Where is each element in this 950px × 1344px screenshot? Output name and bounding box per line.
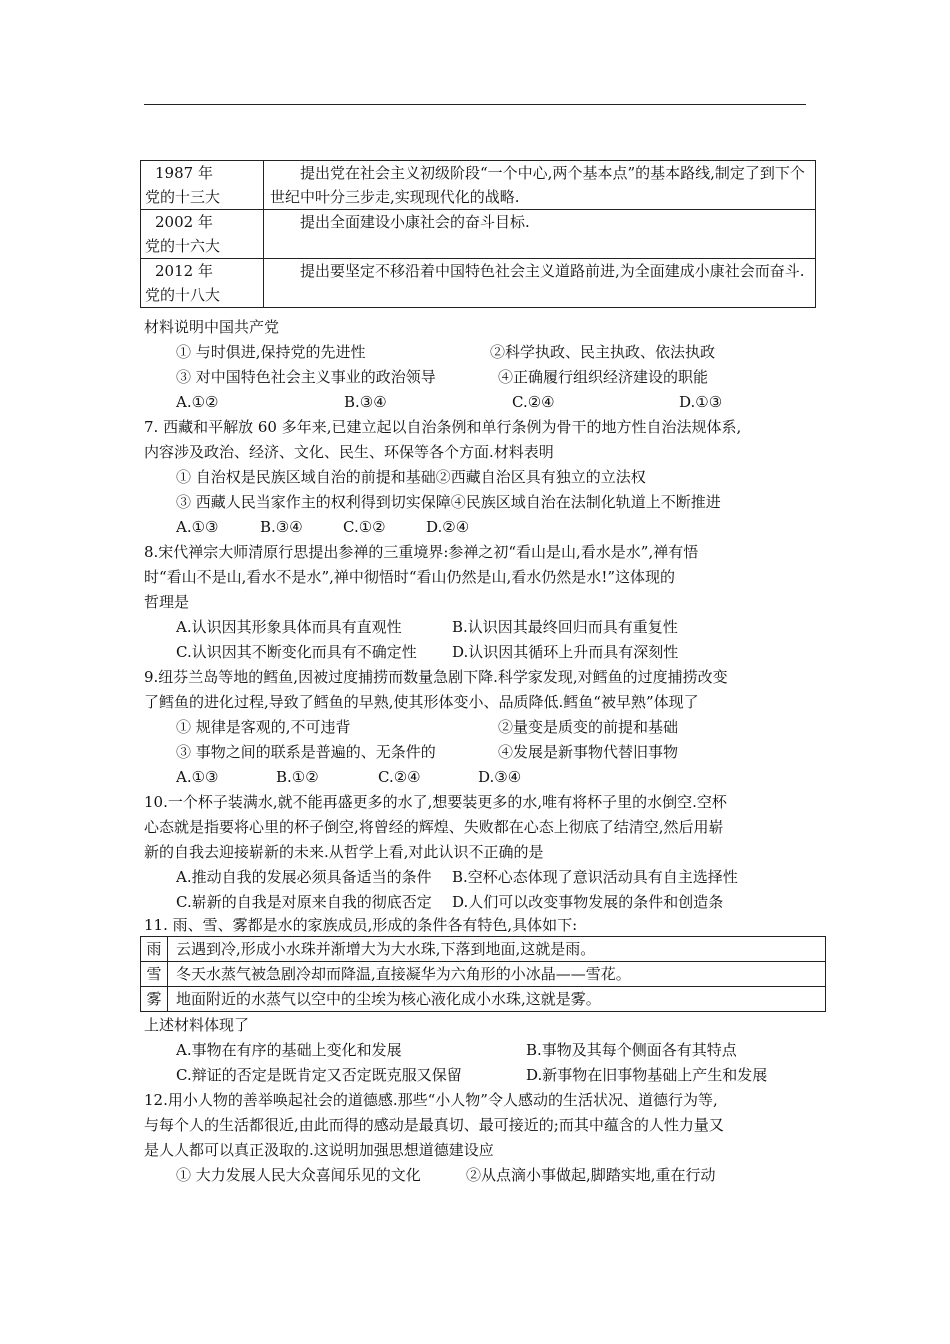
question-8: 8.宋代禅宗大师清原行思提出参禅的三重境界:参禅之初“看山是山,看水是水”,禅有悟 (144, 543, 699, 561)
content-cell: 提出党在社会主义初级阶段“一个中心,两个基本点”的基本路线,制定了到下个世纪中叶分三步走,实现现代化的战略. (264, 161, 816, 210)
weather-key: 雨 (141, 937, 168, 962)
option-line: ④正确履行组织经济建设的职能 (498, 368, 709, 386)
option-line: ②科学执政、民主执政、依法执政 (490, 343, 716, 361)
answer-choice: C.崭新的自我是对原来自我的彻底否定 (176, 893, 432, 911)
text-line: 材料说明中国共产党 (144, 318, 280, 336)
table-row (141, 937, 826, 962)
text-line: 哲理是 (144, 593, 190, 611)
option-line: ① 规律是客观的,不可违背 (176, 718, 351, 736)
text-line: 上述材料体现了 (144, 1016, 250, 1034)
text-line: 新的自我去迎接崭新的未来.从哲学上看,对此认识不正确的是 (144, 843, 544, 861)
answer-choice: B.认识因其最终回归而具有重复性 (452, 618, 678, 636)
year-cell: 1987 年 党的十三大 (141, 161, 264, 210)
text-line: 是人人都可以真正汲取的.这说明加强思想道德建设应 (144, 1141, 494, 1159)
weather-table (140, 936, 826, 1012)
answer-choice: B.③④ (344, 393, 387, 411)
answer-choice: A.①② (176, 393, 219, 411)
option-line: ③ 对中国特色社会主义事业的政治领导 (176, 368, 436, 386)
text-line: 了鳕鱼的进化过程,导致了鳕鱼的早熟,使其形体变小、品质降低.鳕鱼“被早熟”体现了 (144, 693, 699, 711)
answer-choice: B.①② (276, 768, 319, 786)
option-line: ③ 西藏人民当家作主的权利得到切实保障④民族区域自治在法制化轨道上不断推进 (176, 493, 721, 511)
question-12: 12.用小人物的善举唤起社会的道德感.那些“小人物”令人感动的生活状况、道德行为等, (144, 1091, 718, 1109)
answer-choice: A.事物在有序的基础上变化和发展 (176, 1041, 402, 1059)
content-cell: 提出全面建设小康社会的奋斗目标. (264, 210, 816, 259)
question-7: 7. 西藏和平解放 60 多年来,已建立起以自治条例和单行条例为骨干的地方性自治法规体系, (144, 418, 742, 436)
option-line: ③ 事物之间的联系是普遍的、无条件的 (176, 743, 436, 761)
answer-choice: D.人们可以改变事物发展的条件和创造条 (452, 893, 724, 911)
answer-choice: C.辩证的否定是既肯定又否定既克服又保留 (176, 1066, 462, 1084)
question-9: 9.纽芬兰岛等地的鳕鱼,因被过度捕捞而数量急剧下降.科学家发现,对鳕鱼的过度捕捞改变 (144, 668, 728, 686)
option-line: ① 与时俱进,保持党的先进性 (176, 343, 366, 361)
table-row (141, 259, 816, 308)
answer-choice: C.认识因其不断变化而具有不确定性 (176, 643, 417, 661)
answer-choice: D.②④ (426, 518, 470, 536)
answer-choice: B.空杯心态体现了意识活动具有自主选择性 (452, 868, 738, 886)
answer-choice: A.推动自我的发展必须具备适当的条件 (176, 868, 432, 886)
content-cell: 提出要坚定不移沿着中国特色社会主义道路前进,为全面建成小康社会而奋斗. (264, 259, 816, 308)
option-line: ④发展是新事物代替旧事物 (498, 743, 679, 761)
answer-choice: D.认识因其循环上升而具有深刻性 (452, 643, 679, 661)
weather-key: 雪 (141, 962, 168, 987)
weather-desc: 地面附近的水蒸气以空中的尘埃为核心液化成小水珠,这就是雾。 (168, 987, 826, 1012)
table-row (141, 962, 826, 987)
answer-choice: B.③④ (260, 518, 303, 536)
answer-choice: D.新事物在旧事物基础上产生和发展 (526, 1066, 768, 1084)
answer-choice: D.③④ (478, 768, 522, 786)
answer-choice: C.②④ (512, 393, 555, 411)
text-line: 时“看山不是山,看水不是水”,禅中彻悟时“看山仍然是山,看水仍然是水!”这体现的 (144, 568, 676, 586)
year-cell: 2002 年 党的十六大 (141, 210, 264, 259)
answer-choice: A.①③ (176, 768, 219, 786)
question-10: 10.一个杯子装满水,就不能再盛更多的水了,想要装更多的水,唯有将杯子里的水倒空.空杯 (144, 793, 727, 811)
question-11: 11. 雨、雪、雾都是水的家族成员,形成的条件各有特色,具体如下: (144, 916, 578, 934)
answer-choice: A.认识因其形象具体而具有直观性 (176, 618, 402, 636)
answer-choice: A.①③ (176, 518, 219, 536)
option-line: ① 大力发展人民大众喜闻乐见的文化 (176, 1166, 421, 1184)
table-row (141, 161, 816, 210)
text-line: 内容涉及政治、经济、文化、民生、环保等各个方面.材料表明 (144, 443, 554, 461)
text-line: 与每个人的生活都很近,由此而得的感动是最真切、最可接近的;而其中蕴含的人性力量又 (144, 1116, 724, 1134)
answer-choice: C.①② (343, 518, 386, 536)
option-line: ②量变是质变的前提和基础 (498, 718, 679, 736)
answer-choice: B.事物及其每个侧面各有其特点 (526, 1041, 737, 1059)
party-congress-table (140, 160, 816, 308)
option-line: ②从点滴小事做起,脚踏实地,重在行动 (466, 1166, 716, 1184)
option-line: ① 自治权是民族区域自治的前提和基础②西藏自治区具有独立的立法权 (176, 468, 646, 486)
header-rule (144, 104, 806, 105)
table-row (141, 987, 826, 1012)
table-row (141, 210, 816, 259)
text-line: 心态就是指要将心里的杯子倒空,将曾经的辉煌、失败都在心态上彻底了结清空,然后用崭 (144, 818, 724, 836)
answer-choice: C.②④ (378, 768, 421, 786)
year-cell: 2012 年 党的十八大 (141, 259, 264, 308)
answer-choice: D.①③ (679, 393, 723, 411)
weather-key: 雾 (141, 987, 168, 1012)
weather-desc: 冬天水蒸气被急剧冷却而降温,直接凝华为六角形的小冰晶——雪花。 (168, 962, 826, 987)
weather-desc: 云遇到冷,形成小水珠并渐增大为大水珠,下落到地面,这就是雨。 (168, 937, 826, 962)
